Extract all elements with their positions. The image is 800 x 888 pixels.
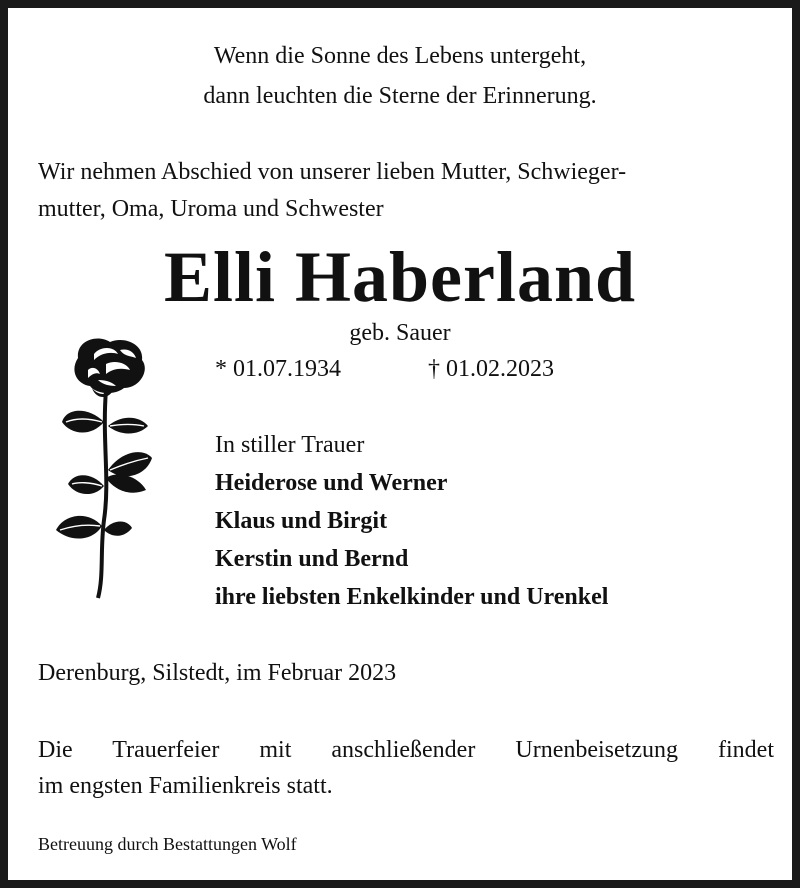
funeral-service-credit: Betreuung durch Bestattungen Wolf [38, 834, 297, 854]
mourners-block [215, 426, 608, 616]
mourning-lead: In stiller Trauer [215, 432, 365, 458]
motto-line-1: Wenn die Sonne des Lebens untergeht, [213, 43, 587, 69]
funeral-line-1: Die Trauerfeier mit anschließender Urnenbeisetzung findet [38, 737, 774, 763]
intro-line-2: mutter, Oma, Uroma und Schwester [38, 196, 384, 222]
funeral-notice [38, 732, 774, 804]
intro-line-1: Wir nehmen Abschied von unserer lieben Mutter, Schwieger- [38, 159, 627, 185]
mourner-name: Kerstin und Bernd [215, 546, 409, 572]
place-date: Derenburg, Silstedt, im Februar 2023 [38, 660, 397, 686]
rose-icon [48, 330, 158, 602]
mourner-name: ihre liebsten Enkelkinder und Urenkel [215, 584, 609, 610]
funeral-line-2: im engsten Familienkreis statt. [38, 773, 333, 799]
motto-line-2: dann leuchten die Sterne der Erinnerung. [203, 83, 597, 109]
death-date: † 01.02.2023 [428, 356, 554, 382]
intro-text [38, 154, 778, 228]
maiden-name: geb. Sauer [349, 320, 451, 346]
mourner-name: Heiderose und Werner [215, 470, 448, 496]
motto [8, 36, 792, 116]
deceased-name: Elli Haberland [163, 237, 637, 317]
mourner-name: Klaus und Birgit [215, 508, 388, 534]
birth-date: * 01.07.1934 [215, 356, 341, 382]
